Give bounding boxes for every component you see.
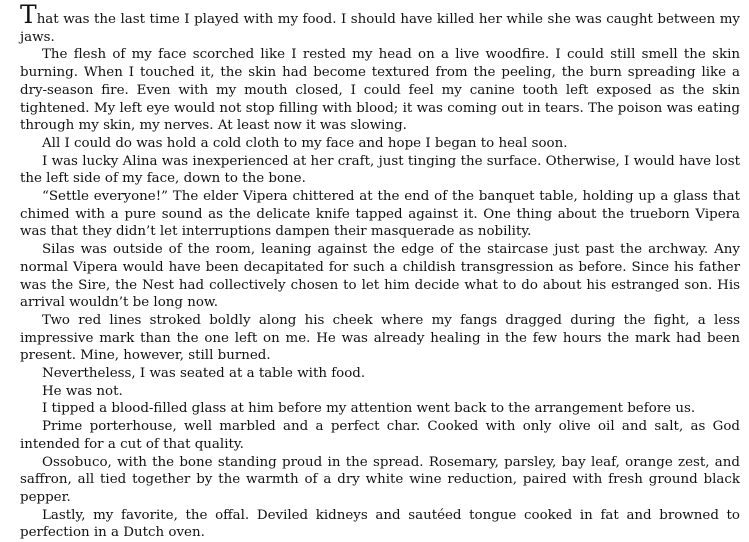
drop-cap: T: [20, 0, 37, 29]
paragraph-3: All I could do was hold a cold cloth to my face and hope I began to heal soon.: [42, 135, 568, 151]
paragraph-13: Lastly, my favorite, the offal. Deviled kidneys and sautéed tongue cooked in fat and browned to perfection in a Dutch oven.: [20, 507, 740, 541]
paragraph-4: I was lucky Alina was inexperienced at her craft, just tinging the surface. Otherwise, I would have lost the left side of my face, down to the bone.: [20, 153, 740, 187]
paragraph-8: Nevertheless, I was seated at a table with food.: [42, 366, 366, 382]
paragraph-6: Silas was outside of the room, leaning against the edge of the staircase just past the archway. Any normal Vipera would have been decapitated for such a childish transgression as before. Since his father was the Sire, the Nest had collectively chosen to let him decide what to do about his estranged son. His arrival wouldn’t be long now.: [20, 242, 740, 311]
paragraph-7: Two red lines stroked boldly along his cheek where my fangs dragged during the fight, a less impressive mark than the one left on me. He was already healing in the few hours the mark had been present. Mine, however, still burned.: [20, 312, 740, 364]
paragraph-9: He was not.: [42, 383, 123, 399]
paragraph-10: I tipped a blood-filled glass at him before my attention went back to the arrangement before us.: [42, 401, 696, 417]
paragraph-1: [20, 0, 740, 46]
paragraph-5: “Settle everyone!” The elder Vipera chittered at the end of the banquet table, holding up a glass that chimed with a pure sound as the delicate knife tapped against it. One thing about the trueborn Vipera was that they didn’t let interruptions dampen their masquerade as nobility.: [20, 189, 740, 240]
paragraph-1-text: hat was the last time I played with my food. I should have killed her while she was caught between my jaws.: [20, 12, 740, 45]
paragraph-12: Ossobuco, with the bone standing proud in the spread. Rosemary, parsley, bay leaf, orange zest, and saffron, all tied together by the warmth of a dry white wine reduction, paired with fresh ground black pepper.: [20, 454, 740, 505]
paragraph-2: The flesh of my face scorched like I rested my head on a live woodfire. I could still smell the skin burning. When I touched it, the skin had become textured from the peeling, the burn spreading like a dry-season fire. Even with my mouth closed, I could feel my canine tooth left exposed as the skin tightened. My left eye would not stop filling with blood; it was coming out in tears. The poison was eating through my skin, my nerves. At least now it was slowing.: [20, 47, 740, 134]
paragraph-11: Prime porterhouse, well marbled and a perfect char. Cooked with only olive oil and salt, as God intended for a cut of that quality.: [20, 419, 740, 452]
